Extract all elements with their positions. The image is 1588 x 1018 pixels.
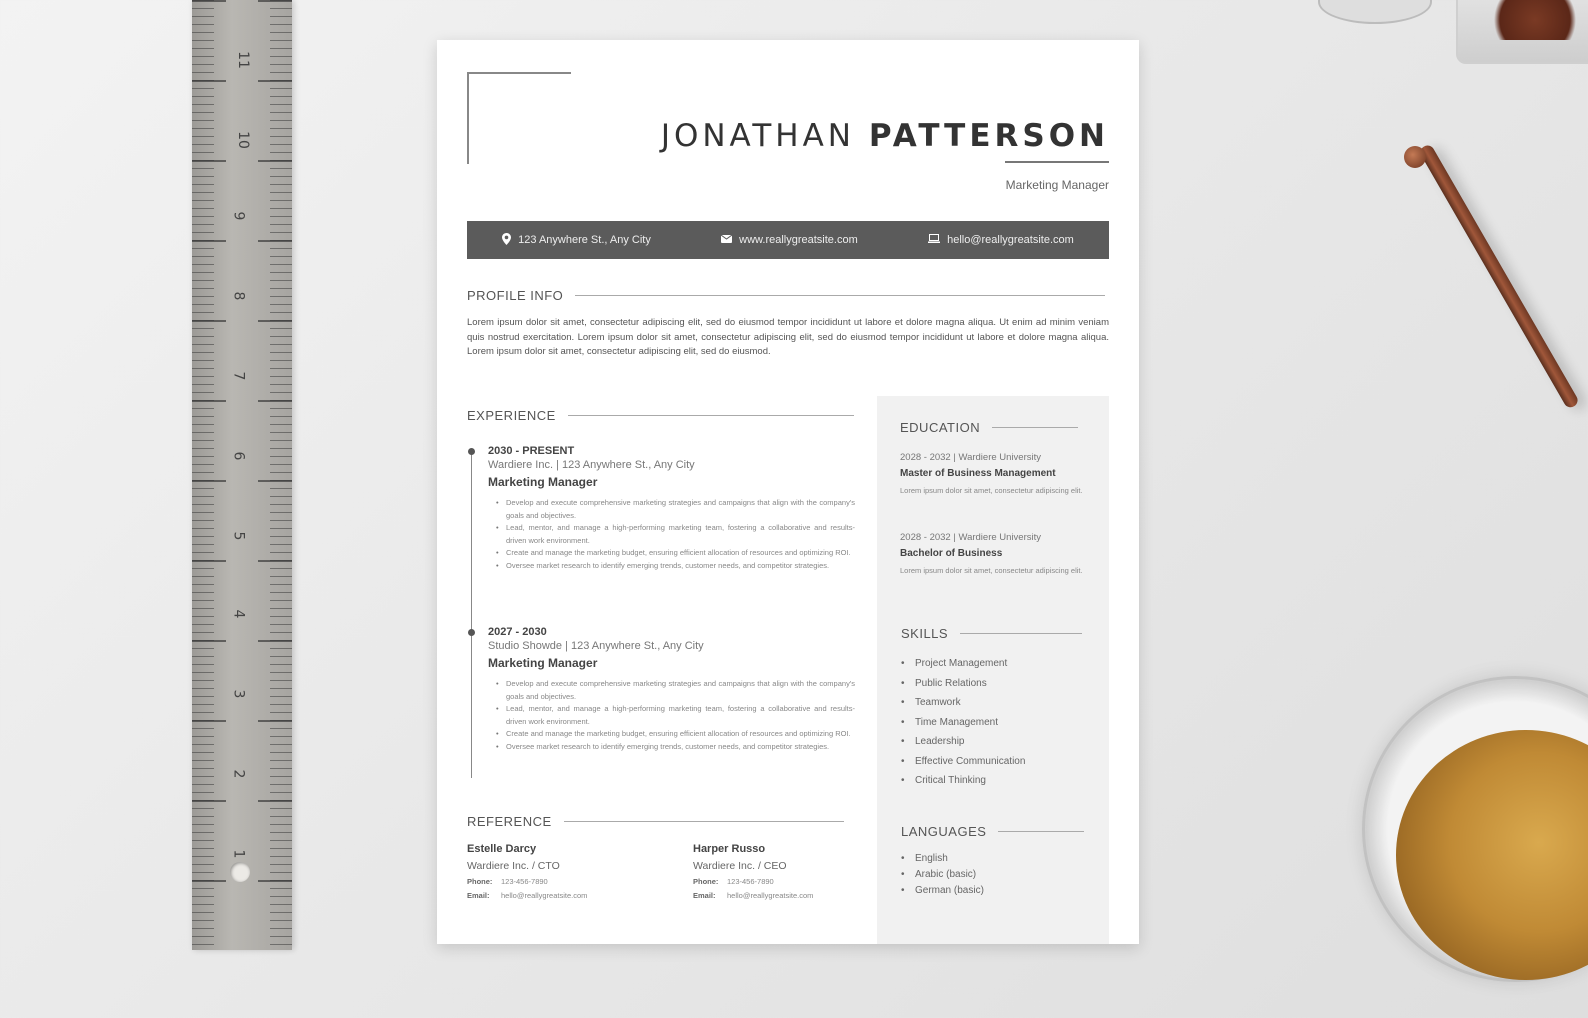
skill-item: • Public Relations (901, 678, 1025, 698)
phone-label: Phone: (693, 877, 719, 886)
job-title: Marketing Manager (1005, 178, 1109, 192)
contact-bar (467, 221, 1109, 259)
language-item: • German (basic) (901, 885, 984, 901)
reference-name: Estelle Darcy (467, 843, 537, 855)
education-entry (900, 532, 1090, 576)
section-divider (564, 821, 844, 822)
languages-list (901, 853, 984, 901)
last-name: PATTERSON (868, 118, 1109, 154)
section-divider (960, 633, 1082, 634)
reference-company: Wardiere Inc. / CTO (467, 860, 560, 872)
reference-email (693, 891, 893, 900)
email-value: hello@reallygreatsite.com (501, 891, 588, 900)
timeline-dot (468, 629, 475, 636)
ruler-major-ticks-left (192, 0, 226, 950)
experience-entry (488, 445, 855, 572)
skill-item: • Teamwork (901, 697, 1025, 717)
reference-entry (467, 843, 667, 900)
contact-email (928, 234, 1074, 246)
corner-accent-vertical (467, 72, 469, 164)
reference-name: Harper Russo (693, 843, 766, 855)
skill-item: • Time Management (901, 717, 1025, 737)
contact-address (502, 233, 651, 248)
bowl-contents (1480, 0, 1588, 40)
ruler-hole (230, 862, 250, 882)
email-label: Email: (467, 891, 490, 900)
languages-heading (901, 824, 1084, 839)
ruler (192, 0, 292, 950)
education-dates: 2028 - 2032 | Wardiere University (900, 532, 1041, 543)
ruler-number: 7 (230, 371, 247, 381)
experience-period: 2027 - 2030 (488, 626, 547, 638)
reference-email (467, 891, 667, 900)
experience-bullet: • Oversee market research to identify emerging trends, customer needs, and competitor strategies. (498, 560, 855, 573)
profile-text: Lorem ipsum dolor sit amet, consectetur adipiscing elit, sed do eiusmod tempor incididunt ut labore et dolore magna aliqua. Ut enim ad minim veniam quis nostrud exercitation. Lorem ipsum dolor sit amet, consectetur adipiscing elit, sed do eiusmod tempor incididunt ut labore et dolore magna aliqua. Lorem ipsum dolor sit amet, consectetur adipiscing elit, sed do eiusmod. (467, 317, 1109, 357)
experience-bullet: • Create and manage the marketing budget, ensuring efficient allocation of resources and optimizing ROI. (498, 728, 855, 741)
ruler-number: 9 (230, 211, 247, 221)
pen-cap (1404, 146, 1426, 168)
education-dates: 2028 - 2032 | Wardiere University (900, 452, 1041, 463)
experience-bullets (488, 497, 855, 572)
language-item: • English (901, 853, 984, 869)
skills-heading-text: SKILLS (901, 626, 949, 641)
experience-bullet: • Create and manage the marketing budget, ensuring efficient allocation of resources and optimizing ROI. (498, 547, 855, 560)
jar-lid (1318, 0, 1432, 24)
corner-accent-horizontal (467, 72, 571, 74)
reference-company: Wardiere Inc. / CEO (693, 860, 787, 872)
ruler-number: 2 (230, 769, 247, 779)
first-name: JONATHAN (660, 118, 855, 154)
experience-bullet: • Develop and execute comprehensive marketing strategies and campaigns that align with the company's goals and objectives. (498, 497, 855, 522)
education-degree: Bachelor of Business (900, 548, 1003, 559)
skill-item: • Effective Communication (901, 756, 1025, 776)
experience-bullet: • Lead, mentor, and manage a high-performing marketing team, fostering a collaborative and results-driven work environment. (498, 522, 855, 547)
experience-period: 2030 - PRESENT (488, 445, 575, 457)
ruler-number: 3 (230, 689, 247, 699)
email-label: Email: (693, 891, 716, 900)
profile-heading-text: PROFILE INFO (467, 288, 564, 303)
education-entry (900, 452, 1090, 496)
ruler-number: 1 (230, 849, 247, 859)
education-heading-text: EDUCATION (900, 420, 981, 435)
experience-company: Studio Showde | 123 Anywhere St., Any City (488, 640, 704, 652)
section-divider (575, 295, 1105, 296)
side-column (877, 396, 1109, 944)
experience-company: Wardiere Inc. | 123 Anywhere St., Any City (488, 459, 695, 471)
experience-entry (488, 626, 855, 753)
phone-value: 123-456-7890 (727, 877, 774, 886)
reference-heading-text: REFERENCE (467, 814, 552, 829)
pen (1418, 143, 1580, 410)
section-divider (998, 831, 1084, 832)
reference-phone (693, 877, 893, 886)
phone-label: Phone: (467, 877, 493, 886)
experience-bullet: • Lead, mentor, and manage a high-performing marketing team, fostering a collaborative and results-driven work environment. (498, 703, 855, 728)
timeline-dot (468, 448, 475, 455)
resume-sheet (437, 40, 1139, 944)
education-description: Lorem ipsum dolor sit amet, consectetur adipiscing elit. (900, 486, 1083, 495)
phone-value: 123-456-7890 (501, 877, 548, 886)
experience-bullets (488, 678, 855, 753)
experience-heading-text: EXPERIENCE (467, 408, 556, 423)
ruler-major-ticks-right (258, 0, 292, 950)
profile-heading (467, 288, 1105, 303)
name-underline (1005, 161, 1109, 163)
ruler-number: 4 (230, 609, 247, 619)
ruler-number: 11 (234, 51, 251, 69)
ruler-number: 10 (234, 131, 251, 149)
section-divider (568, 415, 854, 416)
email-value: hello@reallygreatsite.com (727, 891, 814, 900)
reference-heading (467, 814, 844, 829)
experience-timeline (471, 452, 472, 778)
section-divider (992, 427, 1078, 428)
experience-heading (467, 408, 854, 423)
candidate-name (661, 118, 1109, 154)
skill-item: • Leadership (901, 736, 1025, 756)
envelope-icon (721, 234, 732, 246)
education-degree: Master of Business Management (900, 468, 1056, 479)
reference-phone (467, 877, 667, 886)
skills-list (901, 658, 1025, 795)
education-description: Lorem ipsum dolor sit amet, consectetur adipiscing elit. (900, 566, 1083, 575)
ruler-number: 5 (230, 531, 247, 541)
skill-item: • Critical Thinking (901, 775, 1025, 795)
address-text: 123 Anywhere St., Any City (518, 234, 651, 246)
language-item: • Arabic (basic) (901, 869, 984, 885)
education-heading (900, 420, 1078, 435)
ruler-number: 8 (230, 291, 247, 301)
experience-bullet: • Develop and execute comprehensive marketing strategies and campaigns that align with the company's goals and objectives. (498, 678, 855, 703)
languages-heading-text: LANGUAGES (901, 824, 987, 839)
map-pin-icon (502, 233, 511, 248)
experience-bullet: • Oversee market research to identify emerging trends, customer needs, and competitor strategies. (498, 741, 855, 754)
skill-item: • Project Management (901, 658, 1025, 678)
reference-entry (693, 843, 893, 900)
experience-role: Marketing Manager (488, 475, 598, 489)
skills-heading (901, 626, 1082, 641)
ruler-number: 6 (230, 451, 247, 461)
email-text: hello@reallygreatsite.com (947, 234, 1074, 246)
website-text: www.reallygreatsite.com (739, 234, 858, 246)
laptop-icon (928, 234, 940, 246)
experience-role: Marketing Manager (488, 656, 598, 670)
contact-website (721, 234, 858, 246)
